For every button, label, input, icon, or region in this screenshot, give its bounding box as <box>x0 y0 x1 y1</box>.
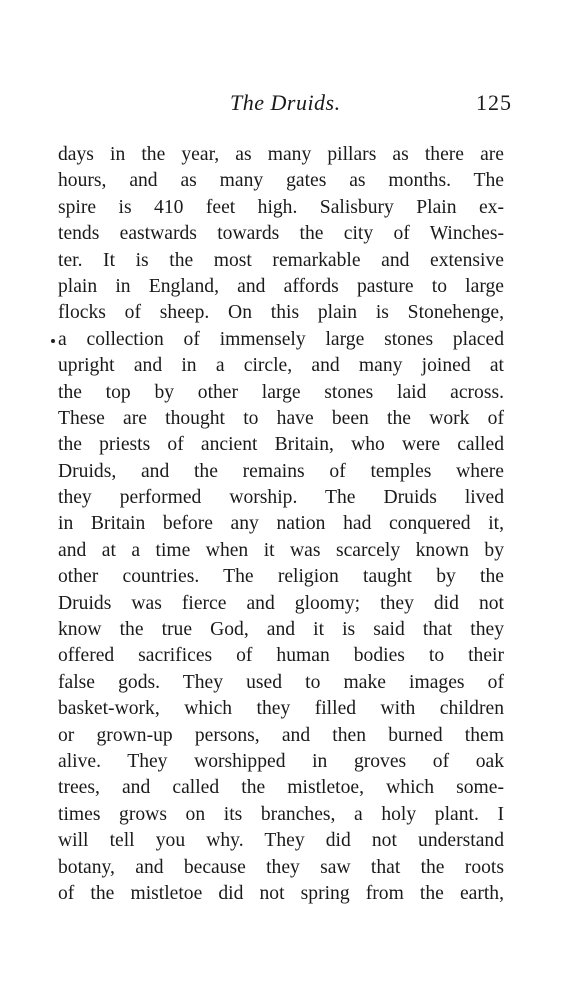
text-line: Druids was fierce and gloomy; they did not <box>58 592 504 614</box>
text-line: the top by other large stones laid across. <box>58 381 504 403</box>
text-line: and at a time when it was scarcely known by <box>58 539 504 561</box>
text-line: they performed worship. The Druids lived <box>58 487 504 509</box>
text-line: will tell you why. They did not understand <box>58 830 504 852</box>
text-line: know the true God, and it is said that they <box>58 619 504 641</box>
text-line: alive. They worshipped in groves of oak <box>58 750 504 772</box>
text-line: ter. It is the most remarkable and extensive <box>58 249 504 271</box>
running-title: The Druids. <box>230 90 341 115</box>
text-line: upright and in a circle, and many joined at <box>58 355 504 377</box>
text-line: or grown-up persons, and then burned them <box>58 724 504 746</box>
text-line: hours, and as many gates as months. The <box>58 170 504 192</box>
running-head <box>58 86 512 120</box>
text-line: of the mistletoe did not spring from the earth, <box>58 882 504 904</box>
text-line: the priests of ancient Britain, who were called <box>58 434 504 456</box>
body-text <box>58 142 504 907</box>
text-line: botany, and because they saw that the roots <box>58 856 504 878</box>
text-line: These are thought to have been the work of <box>58 407 504 429</box>
text-line: spire is 410 feet high. Salisbury Plain ex- <box>58 196 504 218</box>
page-number: 125 <box>476 90 512 115</box>
text-line: in Britain before any nation had conquered it, <box>58 513 504 535</box>
print-speck <box>51 339 55 343</box>
text-line: other countries. The religion taught by the <box>58 566 504 588</box>
text-line: times grows on its branches, a holy plant. I <box>58 803 504 825</box>
text-line: plain in England, and affords pasture to large <box>58 275 504 297</box>
text-line: trees, and called the mistletoe, which some- <box>58 777 504 799</box>
text-line: Druids, and the remains of temples where <box>58 460 504 482</box>
text-line: a collection of immensely large stones placed <box>58 328 504 350</box>
text-line: offered sacrifices of human bodies to their <box>58 645 504 667</box>
text-line: false gods. They used to make images of <box>58 671 504 693</box>
text-line: basket-work, which they filled with children <box>58 698 504 720</box>
text-line: flocks of sheep. On this plain is Stonehenge, <box>58 302 504 324</box>
text-line: tends eastwards towards the city of Winches- <box>58 223 504 245</box>
text-line: days in the year, as many pillars as there are <box>58 144 504 165</box>
